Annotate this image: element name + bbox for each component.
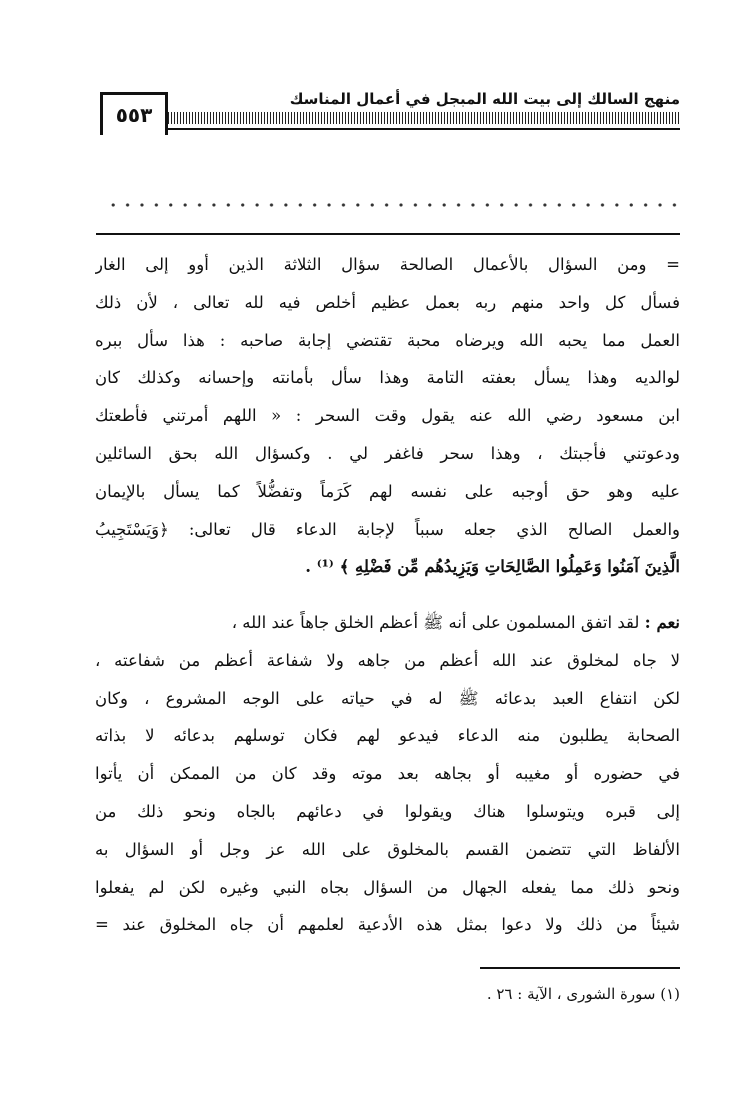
paragraph-first-line: لقد اتفق المسلمون على أنه ﷺ أعظم الخلق جاهاً عند الله ، [231,613,645,632]
header-ornament-band [165,112,680,124]
text-line: ودعوتني فأجبتك ، وهذا سحر فاغفر لي . وكسؤال الله بحق السائلين [95,443,680,463]
text-line: لكن انتفاع العبد بدعائه ﷺ له في حياته على الوجه المشروع ، وكان [95,688,680,708]
text-line: ونحو ذلك مما يفعله الجهال من السؤال بجاه النبي وغيره لكن لم يفعلوا [95,877,680,897]
paragraph-main [95,604,680,944]
text-line: العمل مما يحبه الله ويرضاه محبة تقتضي إجابة صاحبه : هذا سأل ببره [95,330,680,350]
quran-verse-line: الَّذِينَ آمَنُوا وَعَمِلُوا الصَّالِحَاتِ وَيَزِيدُهُم مِّن فَضْلِهِ ﴾ ⁽¹⁾ . [305,557,680,577]
paragraph-lead: نعم : [644,613,680,632]
text-line: في حضوره أو مغيبه أو بجاهه بعد موته وقد كان من الممكن أن يأتوا [95,764,680,784]
footnote: (١) سورة الشورى ، الآية : ٢٦ . [486,985,680,1003]
text-line: عليه وهو حق أوجبه على نفسه لهم كَرَماً وتفضُّلاً كما يسأل بالإيمان [95,481,680,501]
text-line: إلى قبره ويتوسلوا هناك ويقولوا في دعائهم بالجاه ونحو ذلك من [95,801,680,821]
text-line: ابن مسعود رضي الله عنه يقول وقت السحر : « اللهم أمرتني فأطعتك [95,406,680,426]
text-line: الألفاظ التي تتضمن القسم بالمخلوق على الله عز وجل أو السؤال به [95,839,680,859]
content-top-rule [96,233,680,235]
text-line: الصحابة يطلبون منه الدعاء فيدعو لهم فكان توسلهم بدعائه لا بذاته [95,726,680,746]
header-rule [100,128,680,130]
page-header [100,92,680,134]
page-number: ٥٥٣ [100,92,168,135]
footnote-separator [480,967,680,969]
text-line: شيئاً من ذلك ولا دعوا بمثل هذه الأدعية لعلمهم أن جاه المخلوق عند = [95,915,680,935]
text-line [95,604,680,642]
text-line: لا جاه لمخلوق عند الله أعظم من جاهه ولا شفاعة أعظم من شفاعته ، [95,650,680,670]
text-line: = ومن السؤال بالأعمال الصالحة سؤال الثلاثة الذين أوو إلى الغار [95,255,680,274]
paragraph-continuation [95,246,680,586]
dotted-separator [106,198,682,212]
text-line: فسأل كل واحد منهم ربه بعمل عظيم أخلص فيه لله تعالى ، لأن ذلك [95,292,680,312]
text-line: لوالديه وهذا يسأل بعفته التامة وهذا سأل بأمانته وإحسانه وكذلك كان [95,368,680,388]
quran-verse-start: والعمل الصالح الذي جعله سبباً لإجابة الدعاء قال تعالى: ﴿وَيَسْتَجِيبُ [95,519,680,539]
book-title: منهج السالك إلى بيت الله المبجل في أعمال المناسك [282,90,680,108]
